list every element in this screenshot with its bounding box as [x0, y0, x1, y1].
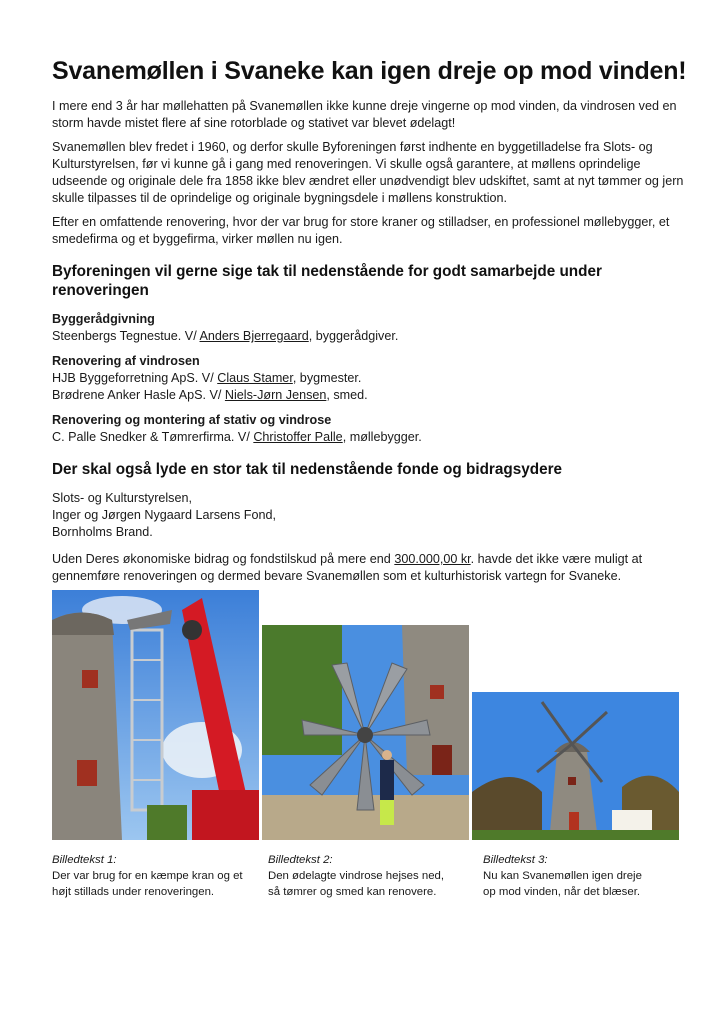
- history-paragraph: Svanemøllen blev fredet i 1960, og derfor skulle Byforeningen først indhente en byggetilladelse fra Slots- og Kulturstyrelsen, før vi kunne gå i gang med renoveringen. Vi skulle også garantere, at møllens oprindelige udseende og originale dele fra 1858 ikke blev ændret eller unødvendigt blev udskiftet, samt at nyt tømmer og jern skulle tilpasses til de oprindelige og originale bygningsdele i møllens konstruktion.: [52, 140, 684, 205]
- caption-text-line: op mod vinden, når det blæser.: [483, 886, 641, 898]
- caption-text-line: Der var brug for en kæmpe kran og et: [52, 870, 243, 882]
- caption-3: [483, 852, 642, 900]
- caption-text-line: Nu kan Svanemøllen igen dreje: [483, 870, 642, 882]
- windrose-image: [262, 625, 469, 840]
- intro-paragraph: I mere end 3 år har møllehatten på Svanemøllen ikke kunne dreje vingerne op mod vinden, da vindrosen ved en storm havde mistet flere af sine rotorblade og stativet var blevet ødelagt!: [52, 99, 677, 130]
- fund-item: Bornholms Brand.: [52, 525, 153, 539]
- contributor-line: HJB Byggeforretning ApS. V/ Claus Stamer, bygmester.: [52, 371, 362, 385]
- contact-name: Anders Bjerregaard: [199, 329, 309, 343]
- photo-row: [52, 590, 692, 840]
- document-body: [52, 56, 688, 592]
- funding-amount: 300.000,00 kr: [394, 552, 471, 566]
- crane-scaffold-image: [52, 590, 259, 840]
- caption-text-line: så tømrer og smed kan renovere.: [268, 886, 437, 898]
- contact-name: Niels-Jørn Jensen: [224, 388, 327, 402]
- photo-crane-scaffold: [52, 590, 259, 840]
- fund-item: Slots- og Kulturstyrelsen,: [52, 491, 192, 505]
- section-windrose-renovation: [52, 353, 688, 404]
- caption-title: Billedtekst 3:: [483, 854, 548, 866]
- closing-paragraph: Uden Deres økonomiske bidrag og fondstilskud på mere end 300.000,00 kr. havde det ikke være muligt at gennemføre renoveringen og dermed bevare Svanemøllen som et kulturhistorisk vartegn for Svaneke.: [52, 552, 643, 583]
- photo-windrose-lowered: [262, 625, 469, 840]
- caption-text-line: højt stillads under renoveringen.: [52, 886, 215, 898]
- caption-1: [52, 852, 243, 900]
- renovation-paragraph: Efter en omfattende renovering, hvor der var brug for store kraner og stilladser, en professionel møllebygger, et smedefirma og et byggefirma, virker møllen nu igen.: [52, 215, 670, 246]
- fund-item: Inger og Jørgen Nygaard Larsens Fond,: [52, 508, 277, 522]
- caption-2: [268, 852, 444, 900]
- contributor-line: Brødrene Anker Hasle ApS. V/ Niels-Jørn Jensen, smed.: [52, 388, 368, 402]
- caption-title: Billedtekst 2:: [268, 854, 333, 866]
- page-title: Svanemøllen i Svaneke kan igen dreje op mod vinden!: [52, 57, 687, 85]
- funds-list: [52, 490, 688, 541]
- contact-name: Claus Stamer: [217, 371, 293, 385]
- contributor-line: C. Palle Snedker & Tømrerfirma. V/ Christoffer Palle, møllebygger.: [52, 430, 422, 444]
- funds-heading: Der skal også lyde en stor tak til nedenstående fonde og bidragsydere: [52, 461, 563, 478]
- caption-text-line: Den ødelagte vindrose hejses ned,: [268, 870, 445, 882]
- photo-windmill-restored: [472, 692, 679, 840]
- section-stand-mounting: [52, 412, 688, 446]
- windmill-image: [472, 692, 679, 840]
- section-building-advice: [52, 311, 688, 345]
- section-title: Renovering af vindrosen: [52, 354, 200, 368]
- contact-name: Christoffer Palle: [253, 430, 343, 444]
- caption-title: Billedtekst 1:: [52, 854, 117, 866]
- section-title: Byggerådgivning: [52, 312, 155, 326]
- thanks-heading: Byforeningen vil gerne sige tak til nedenstående for godt samarbejde under renoveringen: [52, 263, 602, 299]
- section-title: Renovering og montering af stativ og vindrose: [52, 413, 332, 427]
- contributor-line: Steenbergs Tegnestue. V/ Anders Bjerregaard, byggerådgiver.: [52, 329, 399, 343]
